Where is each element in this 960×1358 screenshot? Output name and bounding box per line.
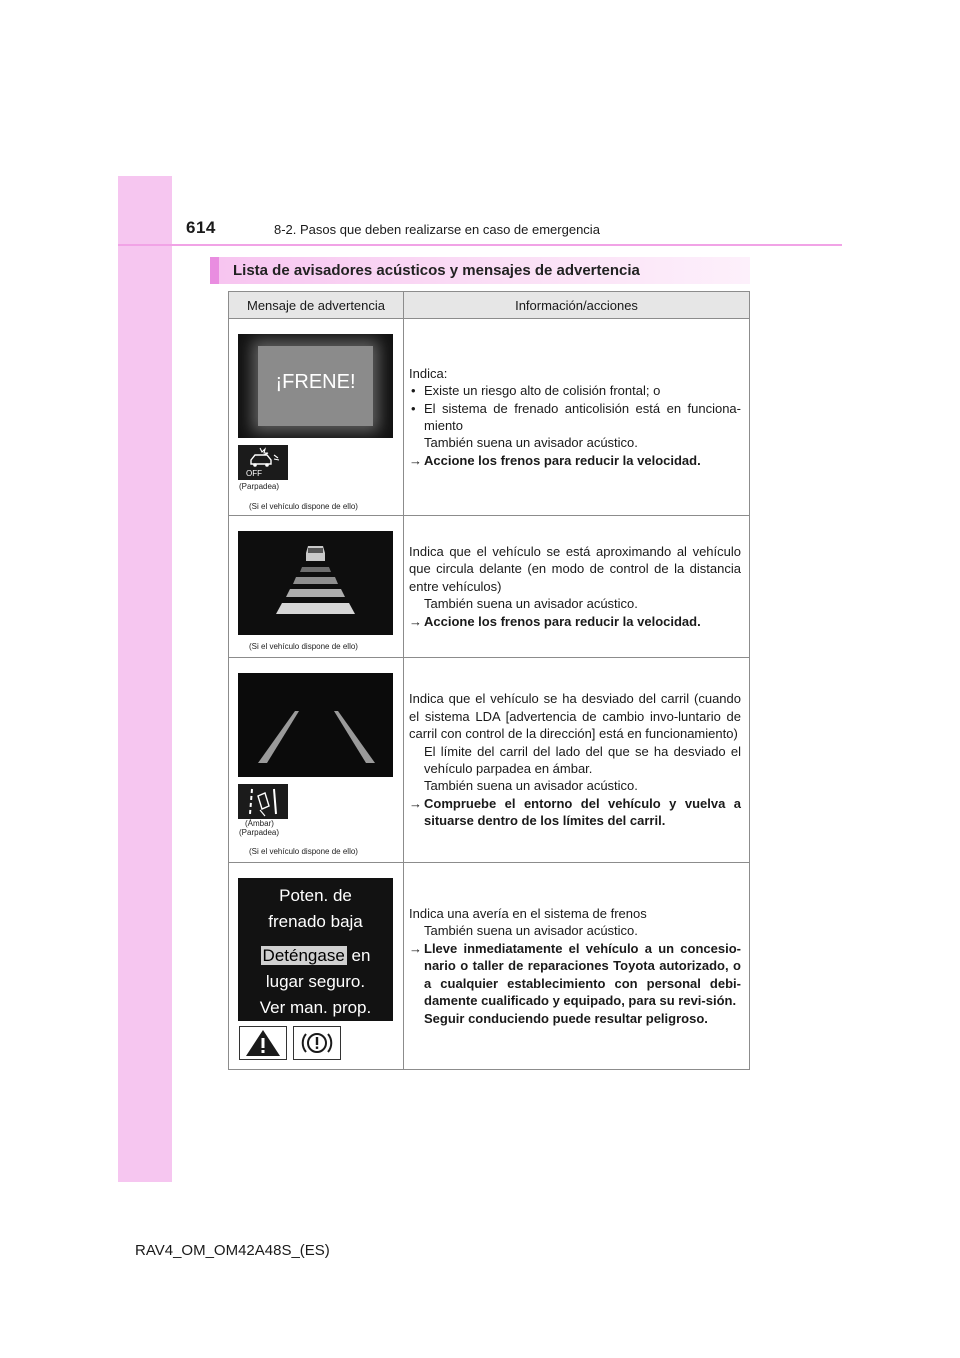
info-cell <box>404 516 750 658</box>
warning-image-cell <box>229 658 404 863</box>
info-cell <box>404 658 750 863</box>
display-line: frenado baja <box>268 912 363 931</box>
arrow-icon: → <box>409 452 422 468</box>
section-banner <box>210 257 750 284</box>
display-line: lugar seguro. <box>265 972 366 991</box>
info-intro: Indica que el vehículo se ha desviado del carril (cuando el sistema LDA [advertencia de cambio invo-luntario de carril con control de la dirección] está en funcionamiento) <box>409 691 741 742</box>
lane-display-screen <box>238 673 393 777</box>
section-title: 8-2. Pasos que deben realizarse en caso de emergencia <box>274 222 600 237</box>
warning-triangle-box <box>239 1026 287 1060</box>
info-action <box>409 613 741 630</box>
brake-fault-display-screen <box>238 878 393 1021</box>
table-row <box>229 863 750 1070</box>
table-row <box>229 658 750 863</box>
info-detail: El límite del carril del lado del que se ha desviado el vehículo parpadea en ámbar. <box>424 743 741 776</box>
info-intro: Indica: <box>409 365 448 381</box>
display-highlight: Deténgase <box>262 946 345 965</box>
brake-display-screen <box>238 334 393 438</box>
arrow-icon: → <box>409 940 422 956</box>
info-extra: También suena un avisador acústico. <box>424 923 638 939</box>
equipment-note: (Si el vehículo dispone de ello) <box>249 847 358 856</box>
info-cell <box>404 863 750 1070</box>
info-action-text: Accione los frenos para reducir la velocidad. <box>424 613 701 629</box>
warning-image-cell <box>229 319 404 516</box>
vehicle-approach-icon <box>238 531 393 635</box>
info-action <box>409 452 741 469</box>
flash-label: (Parpadea) <box>239 828 280 837</box>
info-extra: También suena un avisador acústico. <box>424 596 638 612</box>
header-rule <box>118 244 842 246</box>
flash-label: (Parpadea) <box>239 482 280 491</box>
lane-lines-icon <box>238 673 393 777</box>
color-label: (Ámbar) <box>245 819 274 828</box>
brake-system-icon <box>294 1027 340 1059</box>
page-number: 614 <box>186 218 216 237</box>
info-intro: Indica que el vehículo se está aproximando al vehículo que circula delante (en modo de control de la distancia entre vehículos) <box>409 543 741 594</box>
info-action-text: Compruebe el entorno del vehículo y vuelva a situarse dentro de los límites del carril. <box>424 795 741 829</box>
banner-accent-mark <box>210 257 219 284</box>
pcs-off-label: OFF <box>246 469 262 478</box>
table-row <box>229 319 750 516</box>
warning-table <box>228 291 750 1070</box>
pcs-off-icon <box>238 445 288 480</box>
display-word: en <box>351 946 371 965</box>
warning-image-cell <box>229 863 404 1070</box>
info-bullet: • El sistema de frenado anticolisión está en funciona-miento <box>411 400 741 433</box>
info-extra: También suena un avisador acústico. <box>424 435 638 451</box>
arrow-icon: → <box>409 795 422 811</box>
footer-code: RAV4_OM_OM42A48S_(ES) <box>135 1242 330 1259</box>
info-intro: Indica una avería en el sistema de frenos <box>409 906 647 922</box>
info-bullet-text: Existe un riesgo alto de colisión frontal; o <box>424 383 661 399</box>
brake-display-text: ¡FRENE! <box>275 371 356 393</box>
banner-title: Lista de avisadores acústicos y mensajes de advertencia <box>233 262 640 279</box>
table-row <box>229 516 750 658</box>
table-header-row <box>229 292 750 319</box>
display-line <box>238 943 393 969</box>
brake-display-box <box>258 346 373 426</box>
approach-display-screen <box>238 531 393 635</box>
info-bullet: • Existe un riesgo alto de colisión frontal; o <box>411 383 661 399</box>
display-line: Poten. de <box>279 886 352 905</box>
info-action-text: Lleve inmediatamente el vehículo a un concesio-nario o taller de reparaciones Toyota autorizado, o a cualquier establecimiento con personal debi-damente cualificado y equipado, para su revi-sión. <box>424 940 741 1009</box>
warning-triangle-icon <box>240 1027 286 1059</box>
info-action <box>409 940 741 1010</box>
display-line: Ver man. prop. <box>259 998 372 1017</box>
brake-warning-box <box>293 1026 341 1060</box>
lda-icon <box>238 784 288 819</box>
equipment-note: (Si el vehículo dispone de ello) <box>249 642 358 651</box>
info-action <box>409 795 741 830</box>
column-header-message: Mensaje de advertencia <box>229 292 404 319</box>
lane-departure-icon <box>238 784 288 819</box>
info-cell <box>404 319 750 516</box>
info-action-extra: Seguir conduciendo puede resultar peligroso. <box>424 1010 708 1026</box>
side-tab-band <box>118 176 172 1182</box>
info-action-text: Accione los frenos para reducir la velocidad. <box>424 452 701 468</box>
info-bullet-text: El sistema de frenado anticolisión está en funciona-miento <box>424 400 741 433</box>
column-header-info: Información/acciones <box>404 292 750 319</box>
equipment-note: (Si el vehículo dispone de ello) <box>249 502 358 511</box>
arrow-icon: → <box>409 613 422 629</box>
info-extra: También suena un avisador acústico. <box>424 778 638 794</box>
warning-image-cell <box>229 516 404 658</box>
